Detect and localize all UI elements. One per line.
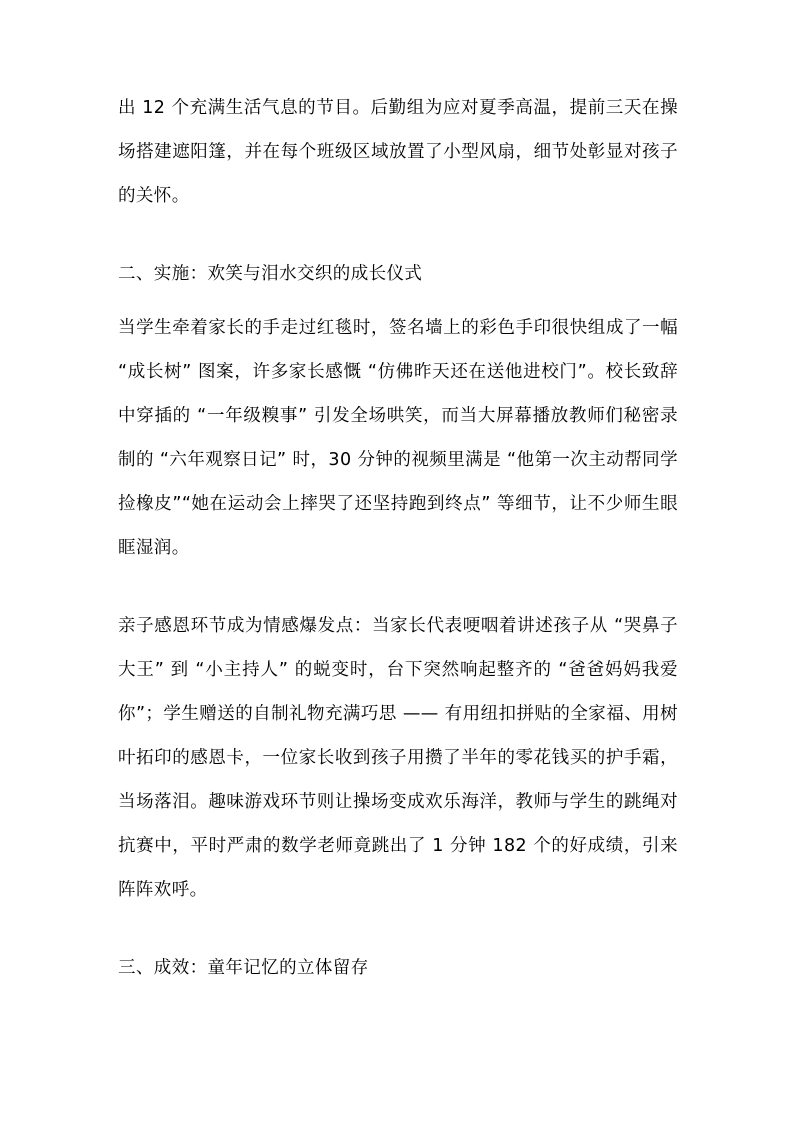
heading-section-two: 二、实施：欢笑与泪水交织的成长仪式 xyxy=(118,264,423,284)
paragraph-ceremony-scene: 当学生牵着家长的手走过红毯时，签名墙上的彩色手印很快组成了一幅 “成长树” 图案，许多家长感慨 “仿佛昨天还在送他进校门”。校长致辞中穿插的 “一年级糗事” 引发全场哄笑，而当大屏幕播放教师们秘密录制的 “六年观察日记” 时，30 分钟的视频里满是 “他第一次主动帮同学捡橡皮”“她在运动会上摔哭了还坚持跑到终点” 等细节，让不少师生眼眶湿润。 xyxy=(118,318,678,558)
heading-section-two-wrap xyxy=(118,252,678,296)
paragraph-preparation-continued: 出 12 个充满生活气息的节目。后勤组为应对夏季高温，提前三天在操场搭建遮阳篷，并在每个班级区域放置了小型风扇，细节处彰显对孩子的关怀。 xyxy=(118,98,678,206)
paragraph-gratitude-session: 亲子感恩环节成为情感爆发点：当家长代表哽咽着讲述孩子从 “哭鼻子大王” 到 “小主持人” 的蜕变时，台下突然响起整齐的 “爸爸妈妈我爱你”；学生赠送的自制礼物充满巧思 —— 有用纽扣拼贴的全家福、用树叶拓印的感恩卡，一位家长收到孩子用攒了半年的零花钱买的护手霜，当场落泪。趣味游戏环节则让操场变成欢乐海洋，教师与学生的跳绳对抗赛中，平时严肃的数学老师竟跳出了 1 分钟 182 个的好成绩，引来阵阵欢呼。 xyxy=(118,616,678,900)
heading-section-three: 三、成效：童年记忆的立体留存 xyxy=(118,958,369,978)
heading-section-three-wrap xyxy=(118,946,678,990)
spacer xyxy=(118,296,678,306)
document-body xyxy=(118,86,678,990)
